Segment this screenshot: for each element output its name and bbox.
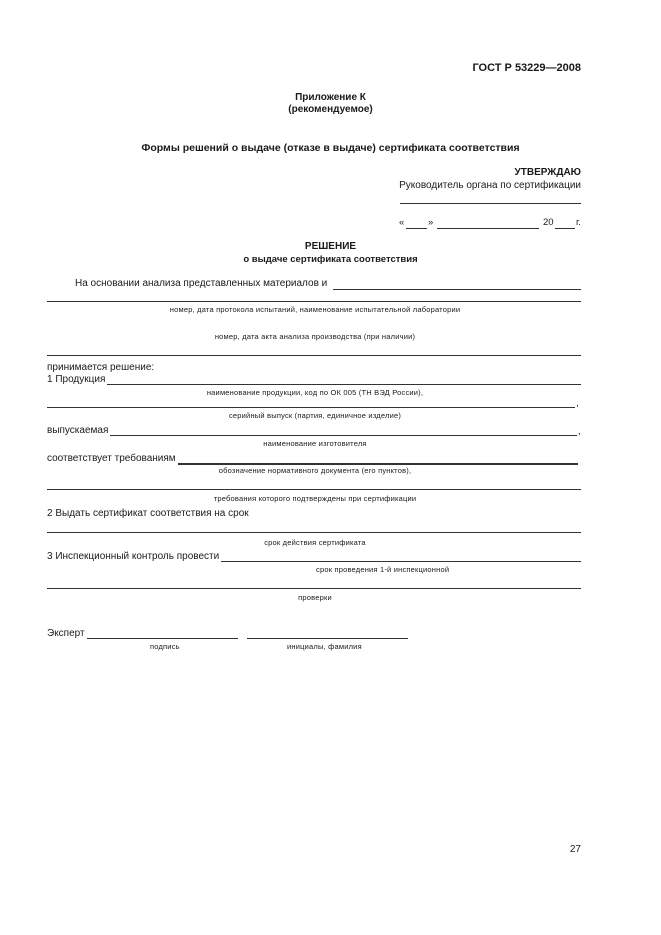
caption-inspection-2: проверки [298, 593, 332, 602]
appendix-subtitle: (рекомендуемое) [288, 104, 373, 115]
signature-line [87, 638, 238, 639]
doc-title: Формы решений о выдаче (отказе в выдаче) сертификата соответствия [141, 142, 520, 154]
caption-normative: обозначение нормативного документа (его пунктов), [218, 466, 412, 475]
date-open-quote: « [399, 217, 405, 228]
caption-validity: срок действия сертификата [264, 538, 366, 547]
inspection-line [221, 561, 581, 562]
normative-line [178, 463, 578, 465]
date-day-line [406, 228, 427, 229]
serial-line [47, 407, 575, 408]
initials-line [247, 638, 408, 639]
complies-label: соответствует требованиям [47, 453, 176, 464]
decision-subtitle: о выдаче сертификата соответствия [243, 254, 418, 265]
protocol-line [47, 301, 581, 302]
caption-audit: номер, дата акта анализа производства (при наличии) [214, 332, 416, 341]
validity-line [47, 532, 581, 533]
date-close-quote: » [428, 217, 434, 228]
caption-signature: подпись [150, 642, 180, 651]
item1-label: 1 Продукция [47, 374, 106, 385]
caption-protocol: номер, дата протокола испытаний, наименование испытательной лаборатории [169, 305, 461, 314]
manufacturer-line [110, 435, 577, 436]
inspection-line-2 [47, 588, 581, 589]
caption-serial: серийный выпуск (партия, единичное изделие) [228, 411, 402, 420]
approval-role: Руководитель органа по сертификации [399, 180, 581, 191]
approval-heading: УТВЕРЖДАЮ [514, 167, 581, 178]
released-label: выпускаемая [47, 425, 109, 436]
standard-number: ГОСТ Р 53229—2008 [472, 62, 581, 74]
basis-line [333, 289, 581, 290]
caption-manufacturer: наименование изготовителя [263, 439, 367, 448]
date-month-line [437, 228, 539, 229]
caption-requirements: требования которого подтверждены при сертификации [213, 494, 417, 503]
item2-label: 2 Выдать сертификат соответствия на срок [47, 508, 249, 519]
expert-label: Эксперт [47, 628, 85, 639]
product-line [107, 384, 581, 385]
date-year-suffix: г. [576, 217, 581, 228]
caption-initials: инициалы, фамилия [287, 642, 362, 651]
caption-product: наименование продукции, код по ОК 005 (ТН ВЭД России), [206, 388, 424, 397]
item3-label: 3 Инспекционный контроль провести [47, 551, 220, 562]
decision-made-label: принимается решение: [47, 362, 155, 373]
decision-title: РЕШЕНИЕ [304, 241, 357, 252]
date-year-prefix: 20 [543, 217, 554, 228]
page-number: 27 [569, 844, 581, 855]
basis-label: На основании анализа представленных материалов и [75, 278, 328, 289]
appendix-title: Приложение К [295, 92, 366, 103]
serial-comma: , [576, 398, 579, 409]
requirements-line [47, 489, 581, 490]
approval-signature-line [400, 203, 581, 204]
date-year-line [555, 228, 575, 229]
caption-inspection: срок проведения 1-й инспекционной [316, 565, 450, 574]
manufacturer-comma: , [578, 426, 581, 437]
audit-line [47, 355, 581, 356]
